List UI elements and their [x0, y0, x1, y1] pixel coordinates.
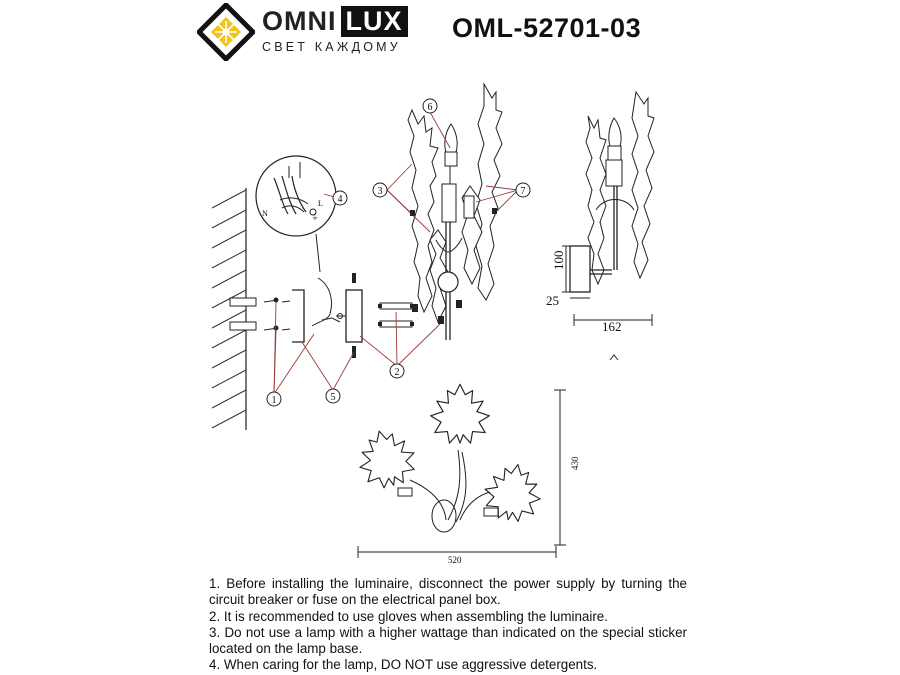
- dim-height-side: 100: [551, 250, 566, 270]
- neutral-label: N: [262, 209, 268, 218]
- callout-4: 4: [337, 194, 343, 205]
- callout-6: 6: [427, 102, 433, 113]
- callout-5: 5: [330, 392, 336, 403]
- callout-2: 2: [394, 367, 400, 378]
- callout-1: 1: [271, 395, 277, 406]
- side-view: [546, 92, 654, 360]
- instruction-1: 1. Before installing the luminaire, disconnect the power supply by turning the circuit breaker or fuse on the electrical panel box.: [209, 576, 687, 608]
- brand-lux: LUX: [341, 6, 408, 37]
- earth-label: ⏚: [311, 213, 319, 222]
- callout-7: 7: [520, 186, 526, 197]
- instruction-3: 3. Do not use a lamp with a higher wattage than indicated on the special sticker located on the lamp base.: [209, 624, 687, 657]
- dim-height-top: 430: [570, 456, 580, 470]
- dim-depth-side: 25: [546, 293, 559, 308]
- wiring-detail-circle: [256, 156, 336, 272]
- top-view: [352, 384, 580, 565]
- instruction-2: 2. It is recommended to use gloves when assembling the luminaire.: [209, 608, 608, 624]
- dim-width-side: 162: [602, 319, 622, 334]
- front-view: [408, 84, 502, 340]
- brand-omni: OMNI: [262, 6, 337, 36]
- brand-tagline: СВЕТ КАЖДОМУ: [262, 40, 401, 54]
- safety-instructions: [209, 576, 687, 674]
- model-number: OML-52701-03: [452, 13, 642, 43]
- callout-3: 3: [377, 186, 383, 197]
- instruction-4: 4. When caring for the lamp, DO NOT use aggressive detergents.: [209, 657, 598, 673]
- dim-width-top: 520: [448, 555, 462, 565]
- live-label: L: [318, 199, 323, 208]
